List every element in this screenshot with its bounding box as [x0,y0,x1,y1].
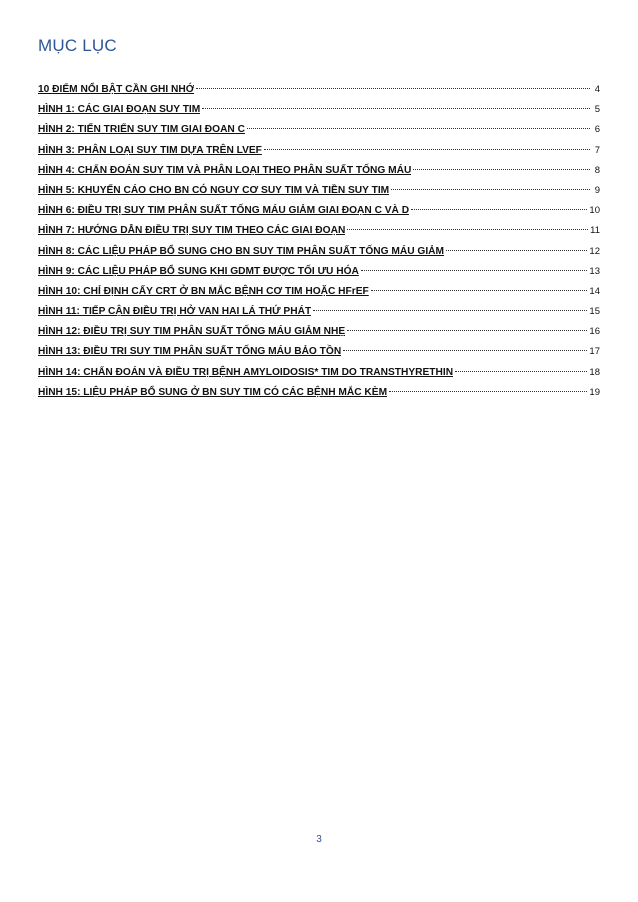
toc-entry-title[interactable]: HÌNH 7: HƯỚNG DẪN ĐIỀU TRỊ SUY TIM THEO CÁC GIAI ĐOẠN [38,225,346,237]
page-number: 3 [316,834,322,845]
toc-entry[interactable] [38,342,600,362]
toc-entry-title[interactable]: HÌNH 8: CÁC LIỆU PHÁP BỔ SUNG CHO BN SUY TIM PHÂN SUẤT TỐNG MÁU GIẢM [38,245,445,257]
toc-dot-leader [455,371,587,372]
toc-entry[interactable] [38,242,600,262]
toc-entry-page: 17 [589,346,600,358]
toc-entry-title[interactable]: HÌNH 5: KHUYẾN CÁO CHO BN CÓ NGUY CƠ SUY TIM VÀ TIỀN SUY TIM [38,184,390,196]
toc-dot-leader [343,350,587,351]
toc-entry[interactable] [38,302,600,322]
toc-entry-page: 19 [589,386,600,398]
toc-entry-page: 6 [594,124,600,136]
toc-entry[interactable] [38,363,600,383]
toc-entry-title[interactable]: HÌNH 10: CHỈ ĐỊNH CẤY CRT Ở BN MẮC BỆNH CƠ TIM HOẶC HFrEF [38,285,369,297]
toc-entry-title[interactable]: 10 ĐIỂM NỔI BẬT CẦN GHI NHỚ [38,84,195,95]
toc-entry-page: 8 [594,164,600,176]
toc-entry-title[interactable]: HÌNH 3: PHÂN LOẠI SUY TIM DỰA TRÊN LVEF [38,144,262,156]
toc-entry-title[interactable]: HÌNH 14: CHẨN ĐOÁN VÀ ĐIỀU TRỊ BỆNH AMYLOIDOSIS* TIM DO TRANSTHYRETHIN [38,366,454,378]
toc-list [38,80,600,403]
toc-entry-title[interactable]: HÌNH 12: ĐIỀU TRỊ SUY TIM PHÂN SUẤT TỐNG MÁU GIẢM NHẸ [38,326,346,338]
toc-entry-page: 12 [589,245,600,257]
toc-entry-title[interactable]: HÌNH 4: CHẨN ĐOÁN SUY TIM VÀ PHÂN LOẠI THEO PHÂN SUẤT TỐNG MÁU [38,164,412,176]
toc-dot-leader [413,169,590,170]
toc-entry[interactable] [38,383,600,403]
toc-entry-title[interactable]: HÌNH 11: TIẾP CẬN ĐIỀU TRỊ HỞ VAN HAI LÁ THỨ PHÁT [38,306,312,318]
toc-entry[interactable] [38,322,600,342]
toc-entry-title[interactable]: HÌNH 1: CÁC GIAI ĐOẠN SUY TIM [38,104,201,116]
toc-dot-leader [347,330,587,331]
toc-dot-leader [411,209,587,210]
toc-entry-page: 9 [594,184,600,196]
toc-entry-page: 15 [589,306,600,318]
toc-dot-leader [389,391,587,392]
toc-entry-page: 5 [594,104,600,116]
toc-dot-leader [361,270,588,271]
toc-entry[interactable] [38,80,600,100]
toc-entry[interactable] [38,100,600,120]
toc-entry-page: 18 [589,366,600,378]
toc-title: MỤC LỤC [38,36,117,55]
toc-entry-page: 10 [589,205,600,217]
toc-entry[interactable] [38,201,600,221]
toc-entry-page: 4 [594,84,600,95]
toc-dot-leader [347,229,588,230]
toc-dot-leader [391,189,590,190]
toc-entry-page: 14 [589,285,600,297]
toc-dot-leader [371,290,588,291]
toc-entry[interactable] [38,181,600,201]
toc-entry-page: 11 [590,225,600,237]
toc-entry-title[interactable]: HÌNH 6: ĐIỀU TRỊ SUY TIM PHÂN SUẤT TỐNG MÁU GIẢM GIAI ĐOẠN C VÀ D [38,205,410,217]
toc-entry-title[interactable]: HÌNH 15: LIỆU PHÁP BỔ SUNG Ở BN SUY TIM CÓ CÁC BỆNH MẮC KÈM [38,386,388,398]
toc-entry-page: 7 [594,144,600,156]
toc-entry[interactable] [38,120,600,140]
toc-entry-title[interactable]: HÌNH 2: TIẾN TRIỂN SUY TIM GIAI ĐOẠN C [38,124,245,136]
toc-dot-leader [247,128,590,129]
toc-dot-leader [196,88,590,89]
toc-entry[interactable] [38,161,600,181]
toc-entry-page: 16 [589,326,600,338]
toc-dot-leader [446,250,587,251]
toc-entry-page: 13 [589,265,600,277]
toc-entry[interactable] [38,282,600,302]
toc-dot-leader [313,310,587,311]
toc-entry-title[interactable]: HÌNH 13: ĐIỀU TRỊ SUY TIM PHÂN SUẤT TỐNG MÁU BẢO TỒN [38,346,342,358]
toc-dot-leader [264,149,590,150]
toc-entry[interactable] [38,221,600,241]
toc-entry[interactable] [38,262,600,282]
toc-entry[interactable] [38,141,600,161]
toc-dot-leader [202,108,590,109]
toc-entry-title[interactable]: HÌNH 9: CÁC LIỆU PHÁP BỔ SUNG KHI GDMT ĐƯỢC TỐI ƯU HÓA [38,265,359,277]
